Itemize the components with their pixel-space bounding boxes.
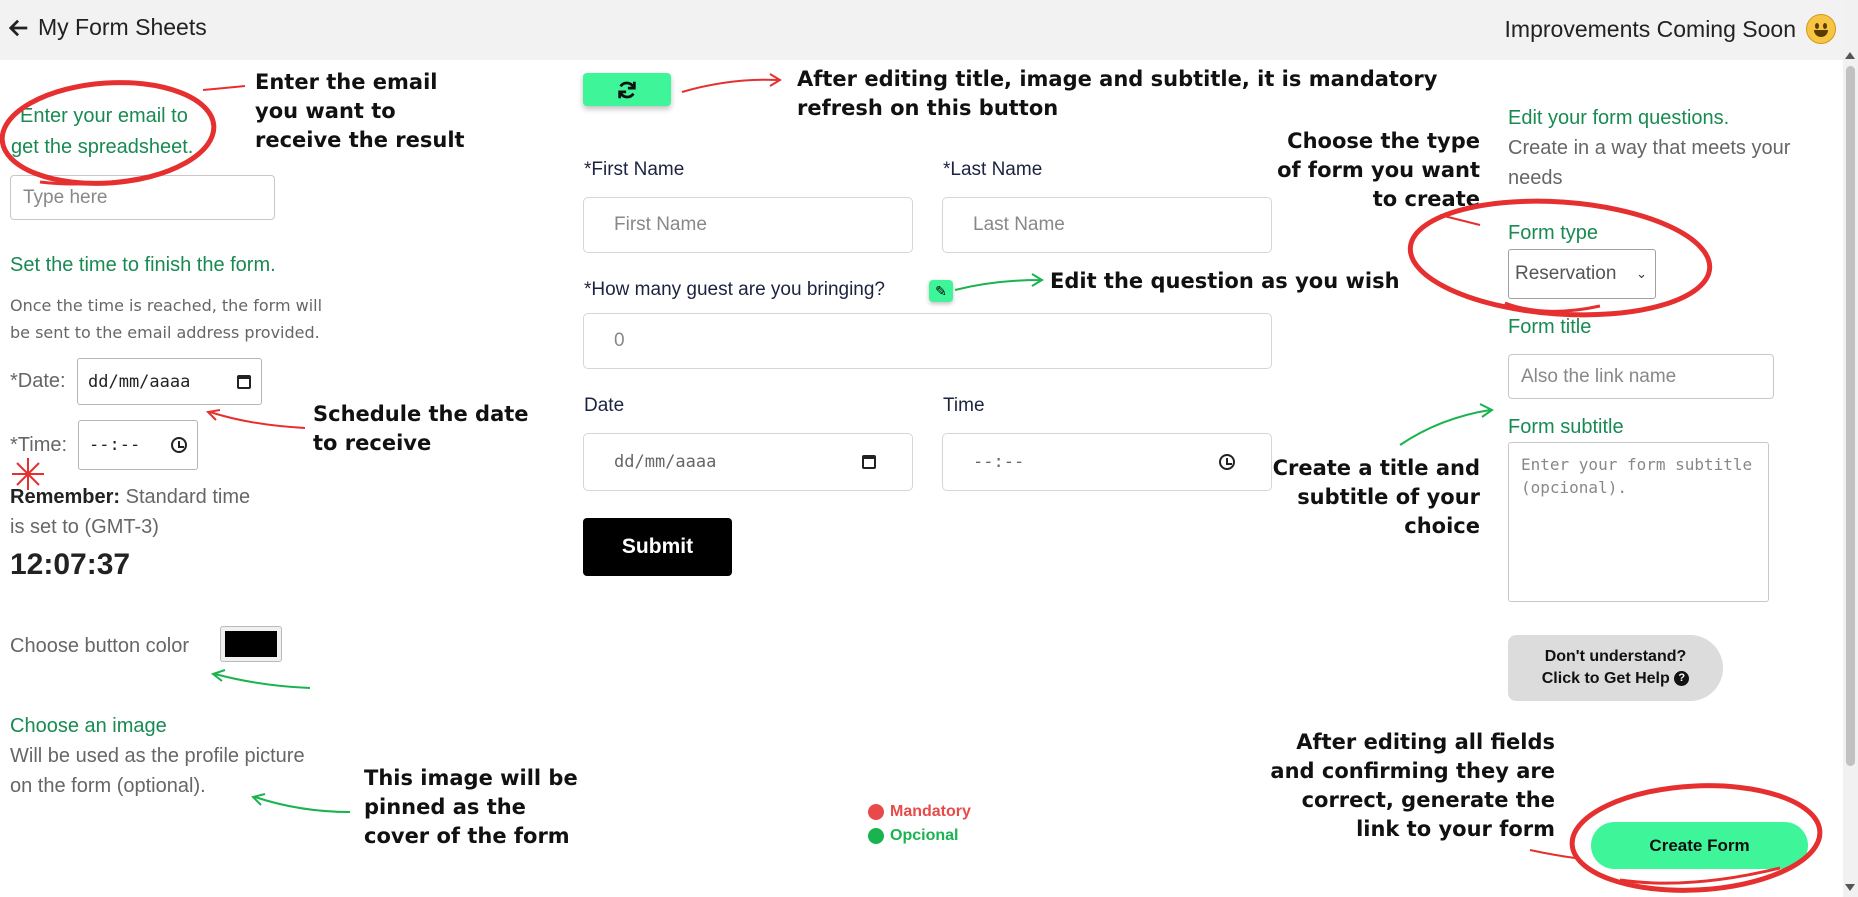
refresh-button[interactable]: [583, 73, 671, 106]
arrow-create: [1530, 850, 1575, 858]
date-value: dd/mm/aaaa: [88, 371, 191, 392]
coming-soon-text: Improvements Coming Soon: [1504, 15, 1796, 42]
form-subtitle-label: Form subtitle: [1508, 416, 1624, 438]
question-icon: ?: [1674, 671, 1689, 686]
form-time-label: Time: [943, 395, 985, 416]
time-heading: Set the time to finish the form.: [10, 254, 276, 276]
clock-icon: [171, 437, 187, 453]
scrollbar-thumb[interactable]: [1846, 66, 1855, 766]
calendar-icon: [237, 375, 251, 389]
chevron-down-icon: ⌄: [1636, 266, 1647, 281]
form-date-label: Date: [584, 395, 625, 416]
email-input[interactable]: Type here: [10, 175, 275, 220]
time-desc-line1: Once the time is reached, the form will: [10, 296, 323, 315]
annotation-form-type: Choose the type of form you want to create: [1277, 129, 1480, 211]
last-name-input[interactable]: Last Name: [942, 197, 1272, 253]
form-subtitle-input[interactable]: Enter your form subtitle (opcional).: [1508, 442, 1769, 602]
form-time-value: --:--: [973, 452, 1025, 472]
arrow-email: [203, 86, 245, 90]
last-name-label: *Last Name: [943, 159, 1043, 180]
form-time-input[interactable]: [942, 433, 1272, 491]
arrow-image: [253, 794, 350, 812]
help-line1: Don't understand?: [1544, 648, 1687, 665]
annotation-email: Enter the email you want to receive the result: [255, 70, 465, 152]
form-date-value: dd/mm/aaaa: [614, 452, 717, 472]
coming-soon-notice: [1505, 14, 1836, 44]
date-input[interactable]: [77, 358, 262, 405]
annotation-refresh: After editing title, image and subtitle, it is mandatory refresh on this button: [797, 67, 1438, 120]
color-swatch: [225, 631, 277, 657]
mandatory-dot: [868, 804, 884, 820]
submit-button[interactable]: Submit: [583, 518, 732, 576]
optional-text: Opcional: [890, 827, 959, 844]
form-date-input[interactable]: [583, 433, 913, 491]
annotation-title: Create a title and subtitle of your choice: [1272, 456, 1480, 538]
legend-optional: [868, 827, 958, 845]
back-link[interactable]: [8, 14, 207, 41]
optional-dot: [868, 828, 884, 844]
legend-mandatory: [868, 803, 971, 821]
color-label: Choose button color: [10, 635, 190, 657]
arrow-refresh: [682, 74, 780, 92]
email-highlight-circle: [0, 76, 217, 191]
help-button[interactable]: [1508, 635, 1723, 701]
scroll-up-icon[interactable]: [1845, 52, 1855, 59]
questions-heading: Edit your form questions.: [1508, 107, 1730, 129]
arrow-color: [213, 670, 310, 688]
smiley-icon: [1806, 14, 1836, 44]
annotation-edit-question: Edit the question as you wish: [1050, 269, 1400, 293]
clock-display: 12:07:37: [10, 548, 131, 581]
form-type-label: Form type: [1508, 222, 1599, 244]
arrow-edit-question: [955, 274, 1042, 290]
create-form-button[interactable]: Create Form: [1591, 822, 1808, 869]
refresh-icon: [616, 79, 638, 101]
arrow-form-type: [1440, 215, 1480, 225]
first-name-label: *First Name: [584, 159, 685, 180]
form-title-label: Form title: [1508, 316, 1592, 338]
help-line2: Click to Get Help ?: [1542, 668, 1689, 690]
arrow-schedule: [208, 410, 305, 428]
calendar-icon: [862, 455, 876, 469]
image-heading[interactable]: Choose an image: [10, 715, 167, 737]
questions-desc-line2: needs: [1508, 167, 1563, 189]
remember-bold: Remember:: [10, 486, 121, 508]
questions-desc-line1: Create in a way that meets your: [1508, 137, 1791, 159]
form-type-value: Reservation: [1515, 263, 1617, 284]
guests-input[interactable]: 0: [583, 313, 1272, 369]
guests-label: *How many guest are you bringing?: [584, 279, 886, 300]
annotation-schedule: Schedule the date to receive: [313, 402, 529, 455]
annotation-image: This image will be pinned as the cover of the form: [364, 766, 578, 848]
remember-note: [10, 486, 250, 509]
pencil-icon: ✎: [935, 282, 947, 299]
clock-icon: [1219, 454, 1235, 470]
time-label: *Time:: [10, 434, 68, 456]
form-type-highlight-tail: [1505, 303, 1600, 311]
form-type-select[interactable]: [1508, 249, 1656, 299]
arrow-left-icon: [8, 17, 30, 39]
mandatory-text: Mandatory: [890, 803, 971, 820]
button-color-picker[interactable]: [220, 626, 282, 662]
first-name-input[interactable]: First Name: [583, 197, 913, 253]
scroll-down-icon[interactable]: [1845, 884, 1855, 891]
image-desc-line2: on the form (optional).: [10, 775, 206, 797]
time-input[interactable]: [78, 420, 198, 470]
date-label: *Date:: [10, 370, 66, 392]
arrow-title: [1400, 404, 1492, 445]
form-title-input[interactable]: Also the link name: [1508, 354, 1774, 399]
email-heading-line1: Enter your email to: [20, 105, 188, 127]
email-heading-line2: get the spreadsheet.: [11, 136, 194, 158]
edit-question-button[interactable]: [929, 280, 953, 302]
remember-text-2: is set to (GMT-3): [10, 516, 159, 538]
remember-text: Standard time: [125, 486, 251, 508]
image-desc-line1: Will be used as the profile picture: [10, 745, 305, 767]
create-form-highlight-tail: [1620, 868, 1780, 883]
back-label: My Form Sheets: [38, 14, 207, 40]
annotation-create: After editing all fields and confirming they are correct, generate the link to your form: [1270, 730, 1555, 841]
time-desc-line2: be sent to the email address provided.: [10, 323, 320, 342]
time-value: --:--: [89, 435, 141, 455]
